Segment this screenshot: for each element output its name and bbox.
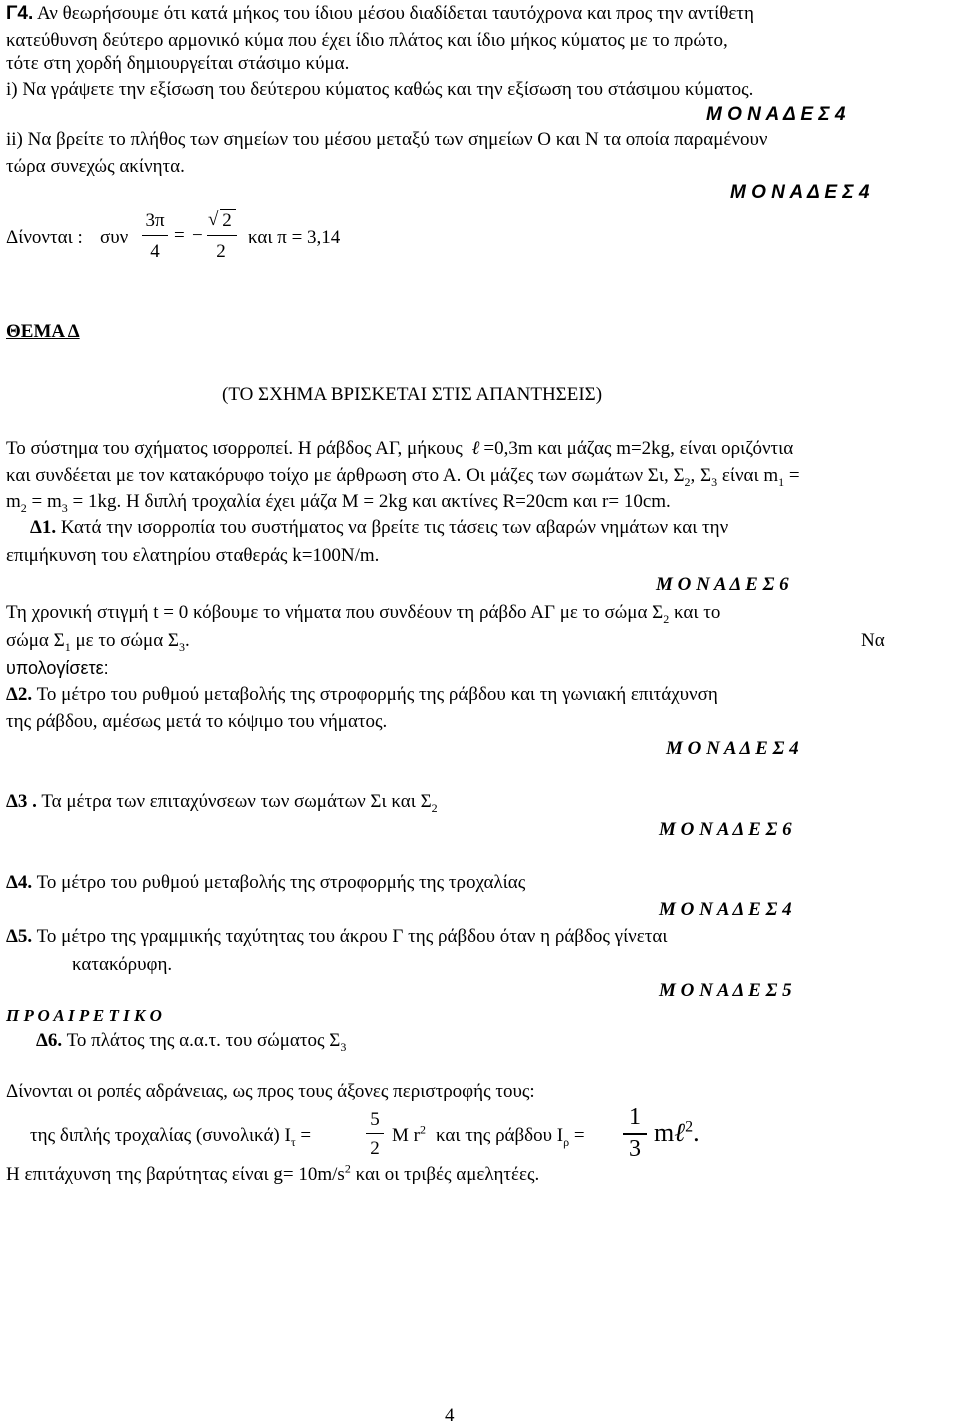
t0-line-2a: σώμα Σ (6, 630, 65, 651)
rod-intro: Το σύστημα του σχήματος ισορροπεί. Η ράβδος ΑΓ, μήκους (6, 438, 463, 459)
rod-ell: ℓ (674, 1118, 686, 1147)
d3-label: Δ3 . (6, 791, 37, 812)
d3-sub2: 2 (431, 800, 438, 815)
question-ii-line-2: τώρα συνεχώς ακίνητα. (6, 156, 185, 177)
t0-sub3: 3 (178, 639, 185, 654)
p3c: = 1kg. Η διπλή τροχαλία έχει μάζα Μ = 2kg και ακτίνες R=20cm και r= 10cm. (67, 491, 671, 512)
d5-line-1 (6, 925, 667, 949)
d4-line (6, 871, 525, 895)
frac1-denominator: 4 (150, 241, 160, 262)
na-word: Να (861, 630, 885, 651)
t0-line-1b: και το (669, 602, 721, 623)
frac2-denominator: 2 (216, 241, 226, 262)
p2-sub1: 1 (778, 474, 785, 489)
theme-d-para-line-3 (6, 490, 671, 514)
ell-symbol: ℓ (471, 438, 480, 459)
d4-text: Το μέτρο του ρυθμού μεταβολής της στροφορμής της τροχαλίας (32, 872, 526, 893)
t0-line-2c: . (184, 630, 190, 651)
marks-d5: Μ Ο Ν Α Δ Ε Σ 5 (659, 980, 792, 1001)
marks-ii: Μ Ο Ν Α Δ Ε Σ 4 (730, 182, 870, 203)
minus-sign: − (192, 225, 203, 246)
rod-frac-bar (623, 1133, 647, 1135)
gravity-sup: 2 (344, 1161, 351, 1176)
g4-line-2: κατεύθυνση δεύτερο αρμονικό κύμα που έχει ίδιο πλάτος και ίδιο μήκος κύματος με το πρώτο, (6, 30, 728, 51)
rod-denominator: 3 (629, 1136, 641, 1162)
given-label: Δίνονται : (6, 227, 83, 248)
t0-line-2 (6, 629, 190, 653)
marks-d3: Μ Ο Ν Α Δ Ε Σ 6 (659, 819, 792, 840)
frac1-bar (142, 235, 168, 236)
t0-line-1 (6, 601, 720, 625)
pulley-eq: = (295, 1125, 312, 1146)
d6-sub3: 3 (340, 1039, 347, 1054)
rod-inertia (436, 1124, 585, 1148)
rod-m: m (654, 1118, 675, 1147)
rod-sub: ρ (563, 1134, 570, 1149)
rod-text: και της ράβδου Ι (436, 1125, 564, 1146)
page-number: 4 (445, 1405, 455, 1426)
gravity-line (6, 1163, 539, 1187)
t0-line-2b: με το σώμα Σ (70, 630, 179, 651)
rod-sup: 2 (685, 1118, 694, 1136)
marks-i: Μ Ο Ν Α Δ Ε Σ 4 (706, 104, 846, 125)
theme-d-para-line-1 (6, 437, 793, 461)
pulley-sup: 2 (419, 1122, 426, 1137)
frac2-bar (207, 235, 237, 236)
sqrt-symbol: √ (208, 209, 219, 230)
d6-label: Δ6. (36, 1030, 63, 1051)
t0-sub2: 2 (663, 611, 670, 626)
d1-text: Κατά την ισορροπία του συστήματος να βρείτε τις τάσεις των αβαρών νημάτων και την (56, 517, 729, 538)
optional-label: Π Ρ Ο Α Ι Ρ Ε Τ Ι Κ Ο (6, 1006, 162, 1025)
p2-eq: = (784, 465, 800, 486)
d2-line-1 (6, 683, 718, 707)
pi-value: και π = 3,14 (248, 227, 341, 248)
pulley-sub: τ (290, 1134, 296, 1149)
gravity-end: και οι τριβές αμελητέες. (350, 1164, 540, 1185)
p3-sub3: 3 (61, 500, 68, 515)
p2-text: και συνδέεται με τον κατακόρυφο τοίχο με άρθρωση στο Α. Οι μάζες των σωμάτων Σι, Σ (6, 465, 685, 486)
pulley-mr-text: M r (392, 1125, 420, 1146)
d2-label: Δ2. (6, 684, 33, 705)
pulley-mr (392, 1124, 426, 1148)
pulley-inertia (30, 1124, 311, 1148)
d3-text: Τα μέτρα των επιταχύνσεων των σωμάτων Σι και Σ (36, 791, 432, 812)
d3-line (6, 790, 438, 814)
d5-label: Δ5. (6, 926, 33, 947)
t0-line-1a: Τη χρονική στιγμή t = 0 κόβουμε το νήματα που συνδέουν τη ράβδο ΑΓ με το σώμα Σ (6, 602, 664, 623)
pulley-numerator: 5 (370, 1109, 380, 1130)
d5-text: Το μέτρο της γραμμικής ταχύτητας του άκρου Γ της ράβδου όταν η ράβδος γίνεται (32, 926, 668, 947)
equals-sign: = (174, 225, 185, 246)
marks-d4: Μ Ο Ν Α Δ Ε Σ 4 (659, 899, 792, 920)
p2-end: είναι m (717, 465, 779, 486)
rod-ml2 (654, 1118, 700, 1148)
frac2-numerator: 2 (222, 210, 232, 231)
calc-label: υπολογίσετε: (6, 658, 109, 678)
question-ii-line-1: ii) Να βρείτε το πλήθος των σημείων του μέσου μεταξύ των σημείων Ο και Ν τα οποία παραμένουν (6, 129, 768, 150)
g4-intro-1: Αν θεωρήσουμε ότι κατά μήκος του ίδιου μέσου διαδίδεται ταυτόχρονα και προς την αντίθετη (36, 3, 754, 24)
given-inertia: Δίνονται οι ροπές αδράνειας, ως προς τους άξονες περιστροφής τους: (6, 1081, 535, 1102)
d1-line-1 (30, 516, 728, 540)
figure-note: (ΤΟ ΣΧΗΜΑ ΒΡΙΣΚΕΤΑΙ ΣΤΙΣ ΑΠΑΝΤΗΣΕΙΣ) (222, 384, 603, 405)
d2-line-2: της ράβδου, αμέσως μετά το κόψιμο του νήματος. (6, 711, 388, 732)
g4-line-1 (6, 2, 754, 26)
d1-line-2: επιμήκυνση του ελατηρίου σταθεράς k=100N/m. (6, 545, 380, 566)
cos-symbol: συν (100, 227, 129, 248)
t0-sub1: 1 (64, 639, 71, 654)
d1-label: Δ1. (30, 517, 57, 538)
rod-mass: =0,3m και μάζας m=2kg, είναι οριζόντια (483, 438, 794, 459)
g4-label: Γ4. (6, 3, 34, 24)
d6-line (36, 1029, 346, 1053)
rod-dot: . (693, 1118, 700, 1147)
theme-d-title: ΘΕΜΑ Δ (6, 321, 80, 342)
rod-numerator: 1 (629, 1104, 641, 1130)
p2-sub3: 3 (711, 474, 718, 489)
question-i: i) Να γράψετε την εξίσωση του δεύτερου κύματος καθώς και την εξίσωση του στάσιμου κύματος. (6, 79, 754, 100)
pulley-text: της διπλής τροχαλίας (συνολικά) Ι (30, 1125, 291, 1146)
frac1-numerator: 3π (145, 210, 165, 231)
p2-mid: , Σ (690, 465, 712, 486)
d2-text: Το μέτρο του ρυθμού μεταβολής της στροφορμής της ράβδου και τη γωνιακή επιτάχυνση (32, 684, 718, 705)
g4-line-3: τότε στη χορδή δημιουργείται στάσιμο κύμα. (6, 53, 350, 74)
p3b: = m (26, 491, 62, 512)
p3-sub2: 2 (20, 500, 27, 515)
p2-sub2: 2 (684, 474, 691, 489)
d4-label: Δ4. (6, 872, 33, 893)
gravity-text: Η επιτάχυνση της βαρύτητας είναι g= 10m/s (6, 1164, 345, 1185)
rod-eq: = (569, 1125, 585, 1146)
d6-text: Το πλάτος της α.α.τ. του σώματος Σ (62, 1030, 341, 1051)
theme-d-para-line-2 (6, 464, 800, 488)
pulley-denominator: 2 (370, 1138, 380, 1159)
p3a: m (6, 491, 21, 512)
d5-line-2: κατακόρυφη. (72, 954, 173, 975)
marks-d1: Μ Ο Ν Α Δ Ε Σ 6 (656, 574, 789, 595)
marks-d2: Μ Ο Ν Α Δ Ε Σ 4 (666, 738, 799, 759)
pulley-frac-bar (366, 1133, 384, 1134)
